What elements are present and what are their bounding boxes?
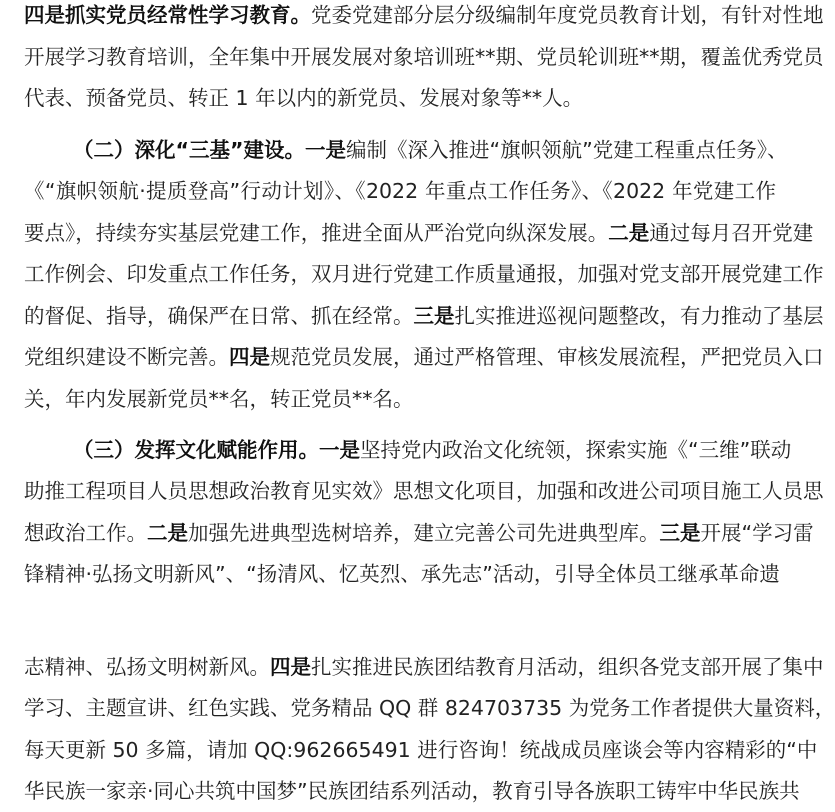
- paragraph-line: [24, 212, 814, 254]
- text-segment: 《“旗帜领航·提质登高”行动计划》、《2022 年重点工作任务》、《2022 年党建工作: [24, 179, 776, 203]
- text-segment: 学习、主题宣讲、红色实践、党务精品 QQ 群 824703735 为党务工作者提供大量资料，: [24, 696, 835, 720]
- text-segment: 关，年内发展新党员**名，转正党员**名。: [24, 387, 414, 411]
- paragraph-line: [24, 729, 818, 771]
- paragraph-line: [73, 429, 792, 471]
- bold-text-segment: 二是: [147, 521, 188, 545]
- bold-text-segment: 四是: [229, 345, 270, 369]
- text-segment: 扎实推进巡视问题整改，有力推动了基层: [454, 304, 824, 328]
- text-segment: 锋精神·弘扬文明新风”、“扬清风、忆英烈、承先志”活动，引导全体员工继承革命遗: [24, 562, 780, 586]
- paragraph-line: [24, 77, 776, 119]
- text-segment: 华民族一家亲·同心共筑中国梦”民族团结系列活动，教育引导各族职工铸牢中华民族共: [24, 779, 800, 803]
- paragraph-line: [24, 336, 824, 378]
- paragraph-line: [73, 129, 788, 171]
- paragraph-line: [24, 687, 835, 729]
- text-segment: 的督促、指导，确保严在日常、抓在经常。: [24, 304, 414, 328]
- paragraph-line: [24, 470, 824, 512]
- bold-text-segment: 二是: [608, 221, 650, 245]
- paragraph-line: [24, 553, 780, 595]
- paragraph-line: [24, 378, 776, 420]
- text-segment: 加强先进典型选树培养，建立完善公司先进典型库。: [188, 521, 660, 545]
- text-segment: 编制《深入推进“旗帜领航”党建工程重点任务》、: [345, 138, 788, 162]
- paragraph-line: [24, 36, 824, 78]
- text-segment: 党组织建设不断完善。: [24, 345, 229, 369]
- text-segment: 助推工程项目人员思想政治教育见实效》思想文化项目，加强和改进公司项目施工人员思: [24, 479, 824, 503]
- text-segment: 志精神、弘扬文明树新风。: [24, 655, 270, 679]
- text-segment: 扎实推进民族团结教育月活动，组织各党支部开展了集中: [311, 655, 824, 679]
- paragraph-line: [24, 170, 776, 212]
- bold-text-segment: （三）发挥文化赋能作用。一是: [73, 438, 360, 462]
- paragraph-line: [24, 646, 824, 688]
- paragraph-line: [24, 512, 814, 554]
- paragraph-line: [24, 0, 824, 36]
- text-segment: 代表、预备党员、转正 1 年以内的新党员、发展对象等**人。: [24, 86, 584, 110]
- bold-text-segment: 四是抓实党员经常性学习教育。: [24, 3, 311, 27]
- text-segment: 规范党员发展，通过严格管理、审核发展流程，严把党员入口: [270, 345, 824, 369]
- text-segment: 要点》，持续夯实基层党建工作，推进全面从严治党向纵深发展。: [24, 221, 609, 245]
- bold-text-segment: 三是: [659, 521, 701, 545]
- text-segment: 开展“学习雷: [700, 521, 814, 545]
- text-segment: 开展学习教育培训，全年集中开展发展对象培训班**期、党员轮训班**期，覆盖优秀党员: [24, 45, 824, 69]
- text-segment: 通过每月召开党建: [649, 221, 814, 245]
- bold-text-segment: （二）深化“三基”建设。一是: [73, 138, 346, 162]
- text-segment: 工作例会、印发重点工作任务，双月进行党建工作质量通报，加强对党支部开展党建工作: [24, 262, 824, 286]
- text-segment: 党委党建部分层分级编制年度党员教育计划，有针对性地: [311, 3, 824, 27]
- text-segment: 想政治工作。: [24, 521, 147, 545]
- paragraph-line: [24, 295, 824, 337]
- paragraph-line: [24, 770, 800, 812]
- bold-text-segment: 四是: [270, 655, 311, 679]
- bold-text-segment: 三是: [413, 304, 455, 328]
- text-segment: 坚持党内政治文化统领，探索实施《“三维”联动: [360, 438, 792, 462]
- paragraph-line: [24, 253, 824, 295]
- text-segment: 每天更新 50 多篇，请加 QQ:962665491 进行咨询！统战成员座谈会等内容精彩的“中: [24, 738, 818, 762]
